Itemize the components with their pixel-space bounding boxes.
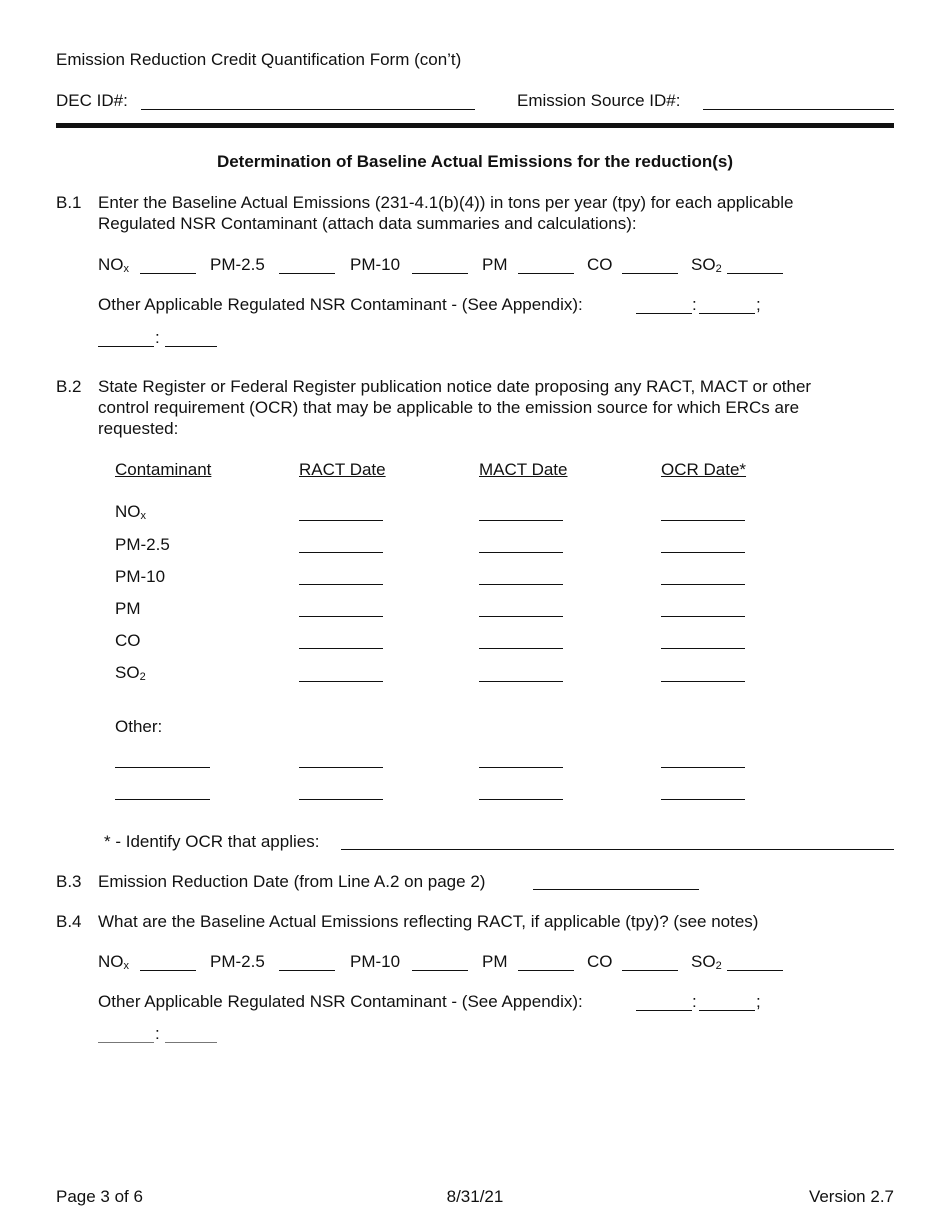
b4-other-field-3[interactable] — [98, 1024, 154, 1043]
b1-co-label: CO — [587, 255, 613, 274]
b4-so2-label: $SO_2$ — [691, 952, 722, 972]
b1-pm-field[interactable] — [518, 255, 574, 274]
b2-row-label: PM — [115, 599, 141, 618]
b4-other-field-2[interactable] — [699, 992, 755, 1011]
b2-ract-field[interactable] — [299, 648, 383, 649]
b2-other-label: Other: — [115, 717, 163, 736]
b4-other-semicolon: ; — [756, 992, 761, 1011]
b1-text-line2: Regulated NSR Contaminant (attach data summaries and calculations): — [98, 214, 637, 233]
b4-co-field[interactable] — [622, 952, 678, 971]
b2-mact-field[interactable] — [479, 767, 563, 768]
b1-number: B.1 — [56, 193, 82, 212]
b4-pm25-field[interactable] — [279, 952, 335, 971]
b2-ocr-field[interactable] — [661, 552, 745, 553]
b4-pm-field[interactable] — [518, 952, 574, 971]
footer-date: 8/31/21 — [446, 1187, 504, 1206]
b4-pm25-label: PM-2.5 — [210, 952, 265, 971]
b2-row-label: PM-10 — [115, 567, 166, 586]
b2-other-contaminant-field[interactable] — [115, 767, 210, 768]
b4-pm-label: PM — [482, 952, 508, 971]
footer-page-number: Page 3 of 6 — [56, 1187, 143, 1206]
b1-other-field-1[interactable] — [636, 295, 692, 314]
b4-other-field-1[interactable] — [636, 992, 692, 1011]
b1-text-line1: Enter the Baseline Actual Emissions (231-4.1(b)(4)) in tons per year (tpy) for each applicable — [98, 193, 794, 212]
b1-pm10-label: PM-10 — [350, 255, 401, 274]
b1-other-field-4[interactable] — [165, 328, 217, 347]
b2-ocr-field[interactable] — [661, 648, 745, 649]
b2-ocr-field[interactable] — [661, 767, 745, 768]
source-id-field[interactable] — [703, 91, 894, 110]
b1-nox-label: $NO_x$ — [98, 255, 129, 275]
b2-ract-field[interactable] — [299, 799, 383, 800]
b2-header-ract: RACT Date — [299, 460, 386, 479]
b1-pm10-field[interactable] — [412, 255, 468, 274]
dec-id-label: DEC ID#: — [56, 91, 128, 110]
b2-text-line2: control requirement (OCR) that may be applicable to the emission source for which ERCs are — [98, 398, 800, 417]
b3-date-field[interactable] — [533, 889, 699, 890]
b2-mact-field[interactable] — [479, 616, 563, 617]
b1-so2-field[interactable] — [727, 255, 783, 274]
b4-other-field-4[interactable] — [165, 1024, 217, 1043]
b2-row-label: $SO_2$ — [115, 663, 146, 683]
b2-mact-field[interactable] — [479, 520, 563, 521]
b2-ocr-field[interactable] — [661, 520, 745, 521]
b4-pm10-label: PM-10 — [350, 952, 401, 971]
b2-ract-field[interactable] — [299, 681, 383, 682]
b2-ract-field[interactable] — [299, 767, 383, 768]
b1-other-field-2[interactable] — [699, 295, 755, 314]
b2-mact-field[interactable] — [479, 584, 563, 585]
b2-row-label: PM-2.5 — [115, 535, 170, 554]
b4-co-label: CO — [587, 952, 613, 971]
b2-text-line1: State Register or Federal Register publication notice date proposing any RACT, MACT or other — [98, 377, 812, 396]
b2-identify-ocr-label: * - Identify OCR that applies: — [104, 832, 320, 851]
b4-nox-label: $NO_x$ — [98, 952, 129, 972]
b2-mact-field[interactable] — [479, 552, 563, 553]
b4-other-colon-1: : — [692, 992, 697, 1011]
b4-other-colon-2: : — [155, 1024, 160, 1043]
b2-header-contaminant: Contaminant — [115, 460, 212, 479]
b1-pm25-field[interactable] — [279, 255, 335, 274]
b4-other-label: Other Applicable Regulated NSR Contaminant - (See Appendix): — [98, 992, 583, 1011]
b1-other-field-3[interactable] — [98, 328, 154, 347]
footer-version: Version 2.7 — [808, 1187, 894, 1206]
b1-other-label: Other Applicable Regulated NSR Contaminant - (See Appendix): — [98, 295, 583, 314]
b2-row-label: CO — [115, 631, 141, 650]
b1-pm25-label: PM-2.5 — [210, 255, 265, 274]
form-title: Emission Reduction Credit Quantification Form (con’t) — [56, 50, 462, 69]
b1-other-colon-2: : — [155, 328, 160, 347]
b4-so2-field[interactable] — [727, 952, 783, 971]
b2-ocr-field[interactable] — [661, 584, 745, 585]
b2-ract-field[interactable] — [299, 616, 383, 617]
b2-row-label: $NO_x$ — [115, 502, 146, 522]
b3-text: Emission Reduction Date (from Line A.2 on page 2) — [98, 872, 486, 891]
b1-co-field[interactable] — [622, 255, 678, 274]
b4-pm10-field[interactable] — [412, 952, 468, 971]
b2-ocr-field[interactable] — [661, 681, 745, 682]
b2-header-mact: MACT Date — [479, 460, 568, 479]
b2-mact-field[interactable] — [479, 648, 563, 649]
b4-text: What are the Baseline Actual Emissions reflecting RACT, if applicable (tpy)? (see notes) — [98, 912, 759, 931]
section-title: Determination of Baseline Actual Emissions for the reduction(s) — [216, 152, 734, 171]
source-id-label: Emission Source ID#: — [517, 91, 681, 110]
b2-ocr-field[interactable] — [661, 616, 745, 617]
b2-text-line3: requested: — [98, 419, 179, 438]
b2-number: B.2 — [56, 377, 82, 396]
b2-ract-field[interactable] — [299, 520, 383, 521]
b1-other-semicolon: ; — [756, 295, 761, 314]
b3-number: B.3 — [56, 872, 82, 891]
b2-mact-field[interactable] — [479, 799, 563, 800]
dec-id-field[interactable] — [141, 91, 475, 110]
b2-other-contaminant-field[interactable] — [115, 799, 210, 800]
b2-ract-field[interactable] — [299, 552, 383, 553]
b2-mact-field[interactable] — [479, 681, 563, 682]
b2-ract-field[interactable] — [299, 584, 383, 585]
b2-header-ocr: OCR Date* — [661, 460, 747, 479]
b2-identify-ocr-field[interactable] — [341, 849, 894, 850]
b4-nox-field[interactable] — [140, 952, 196, 971]
b1-so2-label: $SO_2$ — [691, 255, 722, 275]
b2-ocr-field[interactable] — [661, 799, 745, 800]
b1-pm-label: PM — [482, 255, 508, 274]
b1-nox-field[interactable] — [140, 255, 196, 274]
b1-other-colon-1: : — [692, 295, 697, 314]
b4-number: B.4 — [56, 912, 82, 931]
header-divider — [56, 123, 894, 128]
